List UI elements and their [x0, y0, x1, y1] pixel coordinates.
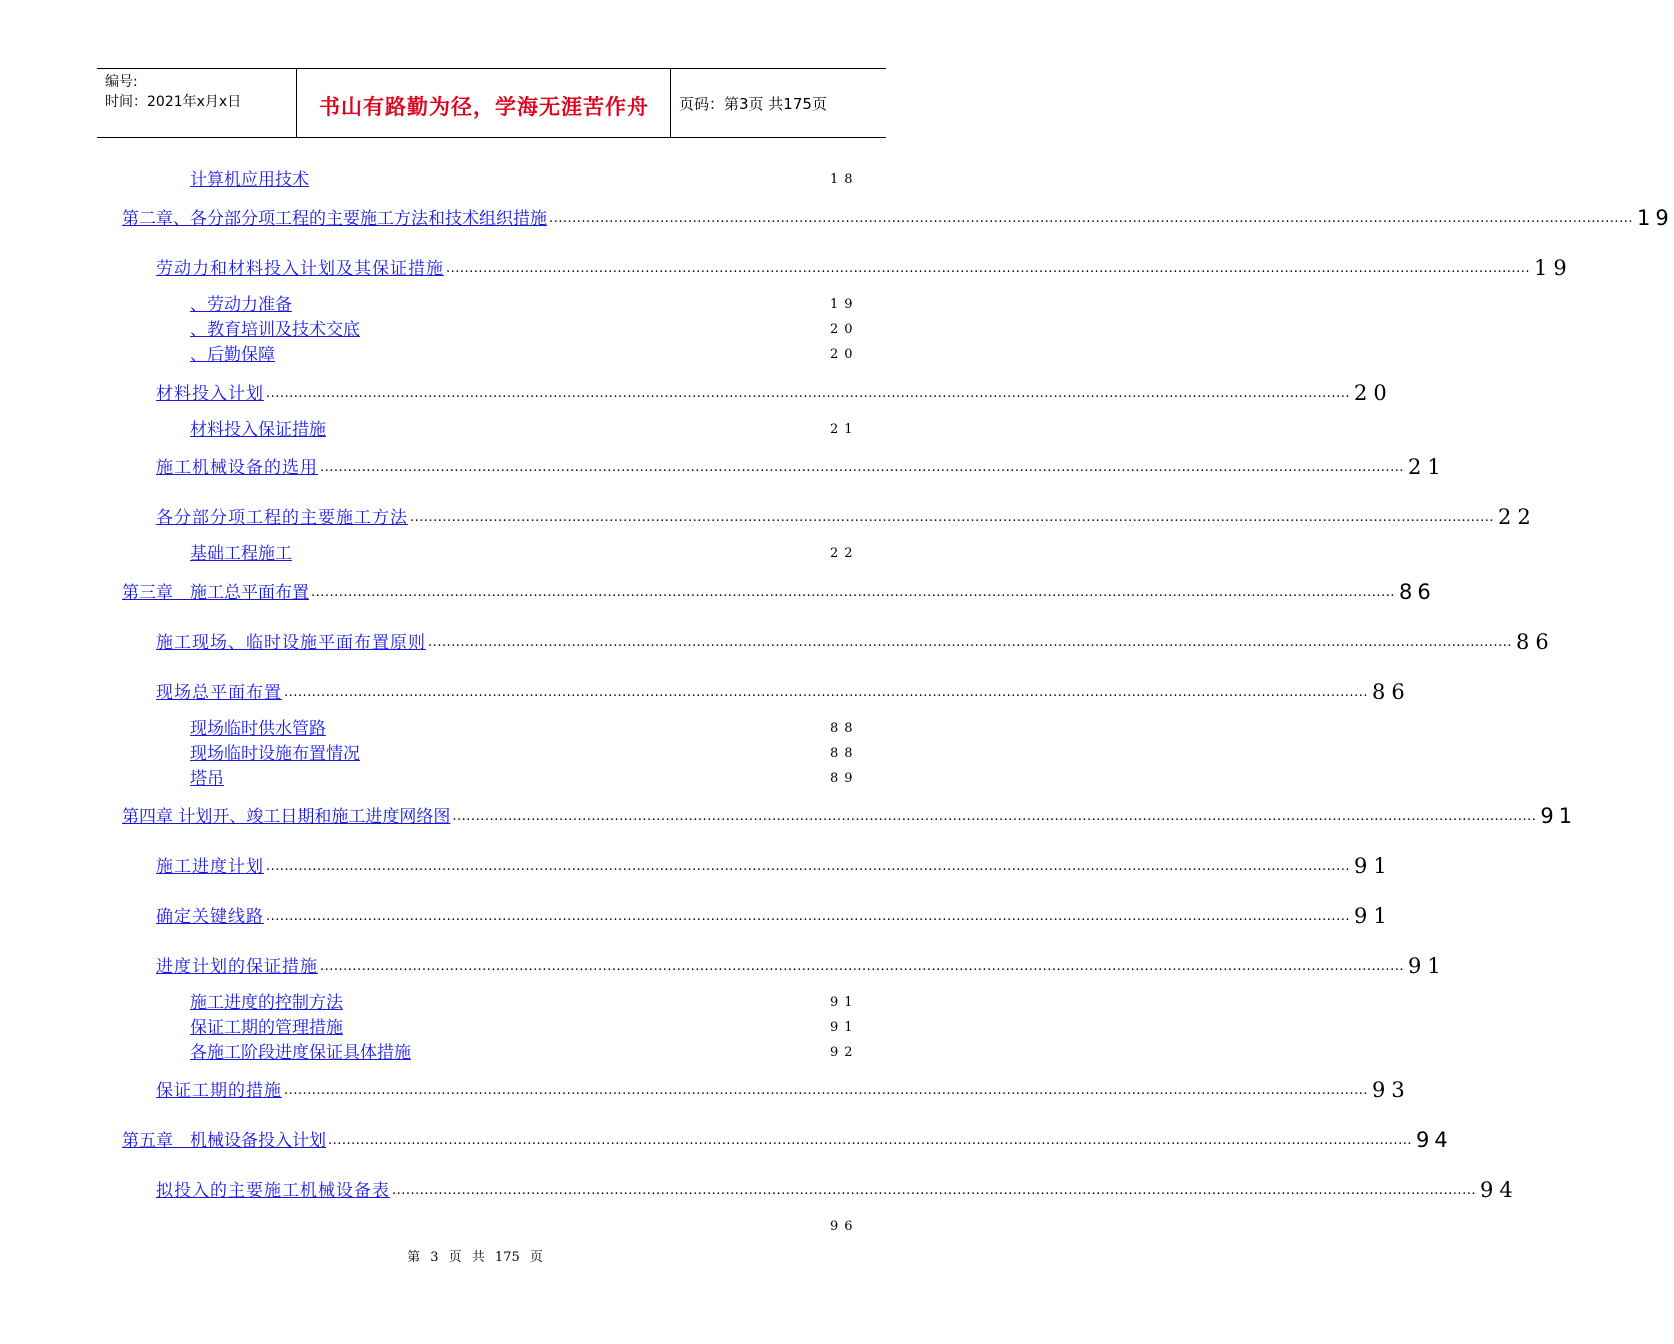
toc-page-number: 91 — [830, 995, 859, 1010]
toc-page-number: 20 — [1353, 381, 1393, 405]
toc-section-entry[interactable] — [156, 904, 1393, 928]
toc-chapter-entry[interactable] — [122, 1128, 1453, 1152]
toc-sub-entry[interactable] — [190, 542, 890, 566]
toc-page-number: 91 — [1353, 904, 1393, 928]
dot-leader: .......................................................................................................................................................................................................................................... — [266, 859, 1350, 874]
toc-sub-entry[interactable] — [190, 1041, 890, 1065]
toc-entry-label[interactable]: 拟投入的主要施工机械设备表 — [156, 1181, 390, 1201]
toc-page-number: 22 — [1497, 505, 1537, 529]
toc-entry-label[interactable]: 第二章、各分部分项工程的主要施工方法和技术组织措施 — [122, 209, 547, 229]
toc-entry-label[interactable]: 材料投入计划 — [156, 384, 264, 404]
toc-entry-label[interactable]: 进度计划的保证措施 — [156, 957, 318, 977]
toc-section-entry[interactable] — [156, 1178, 1519, 1202]
toc-page-number: 94 — [1479, 1178, 1519, 1202]
dot-leader: .......................................................................................................................................................................................................................................... — [328, 1133, 1412, 1148]
dot-leader: .......................................................................................................................................................................................................................................... — [284, 685, 1368, 700]
header-motto: 书山有路勤为径，学海无涯苦作舟 — [319, 95, 649, 119]
toc-chapter-entry[interactable] — [122, 580, 1436, 604]
toc-page-number: 91 — [830, 1020, 859, 1035]
toc-entry-label[interactable]: 第三章 施工总平面布置 — [122, 583, 309, 603]
dot-leader: .......................................................................................................................................................................................................................................... — [266, 909, 1350, 924]
toc-entry-label[interactable]: 施工机械设备的选用 — [156, 458, 318, 478]
toc-sub-entry[interactable] — [190, 343, 890, 367]
toc-page-number: 91 — [1407, 954, 1447, 978]
toc-entry-label[interactable]: 施工进度计划 — [156, 857, 264, 877]
toc-entry-label[interactable]: 第五章 机械设备投入计划 — [122, 1131, 326, 1151]
toc-page-number: 93 — [1371, 1078, 1411, 1102]
toc-entry-label[interactable]: 计算机应用技术 — [190, 170, 309, 190]
toc-section-entry[interactable] — [156, 256, 1573, 280]
toc-page-number: 91 — [1540, 804, 1578, 828]
toc-page-number: 96 — [830, 1219, 859, 1234]
toc-entry-label[interactable]: 各施工阶段进度保证具体措施 — [190, 1043, 411, 1063]
toc-page-number: 86 — [1515, 630, 1555, 654]
toc-page-number: 21 — [830, 422, 859, 437]
toc-section-entry[interactable] — [156, 680, 1411, 704]
dot-leader: .......................................................................................................................................................................................................................................... — [446, 261, 1530, 276]
dot-leader: .......................................................................................................................................................................................................................................... — [428, 635, 1512, 650]
toc-entry-label[interactable]: 劳动力和材料投入计划及其保证措施 — [156, 259, 444, 279]
dot-leader: .......................................................................................................................................................................................................................................... — [392, 1183, 1476, 1198]
toc-sub-entry[interactable] — [190, 717, 890, 741]
toc-page-number: 22 — [830, 546, 859, 561]
toc-sub-entry[interactable] — [190, 742, 890, 766]
toc-section-entry[interactable] — [156, 854, 1393, 878]
toc-sub-entry[interactable] — [190, 991, 890, 1015]
toc-entry-label[interactable]: 材料投入保证措施 — [190, 420, 326, 440]
toc-sub-entry[interactable] — [190, 293, 890, 317]
toc-section-entry[interactable] — [156, 381, 1393, 405]
number-label: 编号: — [105, 74, 138, 90]
dot-leader: .......................................................................................................................................................................................................................................... — [410, 510, 1494, 525]
toc-sub-entry[interactable] — [190, 1016, 890, 1040]
toc-entry-label[interactable]: 确定关键线路 — [156, 907, 264, 927]
toc-chapter-entry[interactable] — [122, 206, 1674, 230]
toc-chapter-entry[interactable] — [122, 804, 1578, 828]
toc-entry-label[interactable]: 施工现场、临时设施平面布置原则 — [156, 633, 426, 653]
toc-page-number: 92 — [830, 1045, 859, 1060]
dot-leader: .......................................................................................................................................................................................................................................... — [320, 959, 1404, 974]
toc-entry-label[interactable]: 塔吊 — [190, 769, 224, 789]
toc-entry-label[interactable]: 各分部分项工程的主要施工方法 — [156, 508, 408, 528]
toc-page-number: 20 — [830, 347, 859, 362]
dot-leader: .......................................................................................................................................................................................................................................... — [320, 460, 1404, 475]
toc-entry-label[interactable]: 施工进度的控制方法 — [190, 993, 343, 1013]
toc-page-number: 88 — [830, 746, 859, 761]
dot-leader: .......................................................................................................................................................................................................................................... — [549, 211, 1633, 226]
toc-entry-label[interactable]: 第四章 计划开、竣工日期和施工进度网络图 — [122, 807, 451, 827]
toc-page-number: 19 — [830, 297, 859, 312]
toc-section-entry[interactable] — [156, 1078, 1411, 1102]
toc-page-number: 86 — [1371, 680, 1411, 704]
toc-entry-label[interactable]: 现场总平面布置 — [156, 683, 282, 703]
dot-leader: .......................................................................................................................................................................................................................................... — [266, 386, 1350, 401]
toc-page-number: 94 — [1415, 1128, 1453, 1152]
toc-section-entry[interactable] — [156, 505, 1537, 529]
toc-entry-label[interactable]: 基础工程施工 — [190, 544, 292, 564]
toc-section-entry[interactable] — [156, 455, 1447, 479]
toc-sub-entry[interactable] — [190, 168, 890, 192]
toc-entry-label[interactable]: 保证工期的措施 — [156, 1081, 282, 1101]
toc-entry-label[interactable]: 、劳动力准备 — [190, 295, 292, 315]
toc-sub-entry[interactable] — [190, 1215, 890, 1239]
toc-section-entry[interactable] — [156, 954, 1447, 978]
toc-sub-entry[interactable] — [190, 418, 890, 442]
dot-leader: .......................................................................................................................................................................................................................................... — [284, 1083, 1368, 1098]
toc-page-number: 21 — [1407, 455, 1447, 479]
toc-page-number: 88 — [830, 721, 859, 736]
toc-section-entry[interactable] — [156, 630, 1555, 654]
toc-entry-label[interactable]: 现场临时设施布置情况 — [190, 744, 360, 764]
toc-page-number: 20 — [830, 322, 859, 337]
toc-sub-entry[interactable] — [190, 767, 890, 791]
toc-sub-entry[interactable] — [190, 318, 890, 342]
toc-page-number: 19 — [1636, 206, 1674, 230]
toc-page-number: 91 — [1353, 854, 1393, 878]
page-footer: 第 3 页 共 175 页 — [407, 1250, 543, 1265]
dot-leader: .......................................................................................................................................................................................................................................... — [311, 585, 1395, 600]
toc-page-number: 89 — [830, 771, 859, 786]
dot-leader: .......................................................................................................................................................................................................................................... — [452, 809, 1537, 824]
time-label: 时间：2021年x月x日 — [105, 94, 242, 110]
toc-page-number: 19 — [1533, 256, 1573, 280]
toc-entry-label[interactable]: 、后勤保障 — [190, 345, 275, 365]
toc-entry-label[interactable]: 、教育培训及技术交底 — [190, 320, 360, 340]
toc-entry-label[interactable]: 现场临时供水管路 — [190, 719, 326, 739]
header-page-info: 页码：第3页 共175页 — [679, 95, 827, 113]
toc-page-number: 86 — [1398, 580, 1436, 604]
toc-page-number: 18 — [830, 172, 859, 187]
toc-entry-label[interactable]: 保证工期的管理措施 — [190, 1018, 343, 1038]
